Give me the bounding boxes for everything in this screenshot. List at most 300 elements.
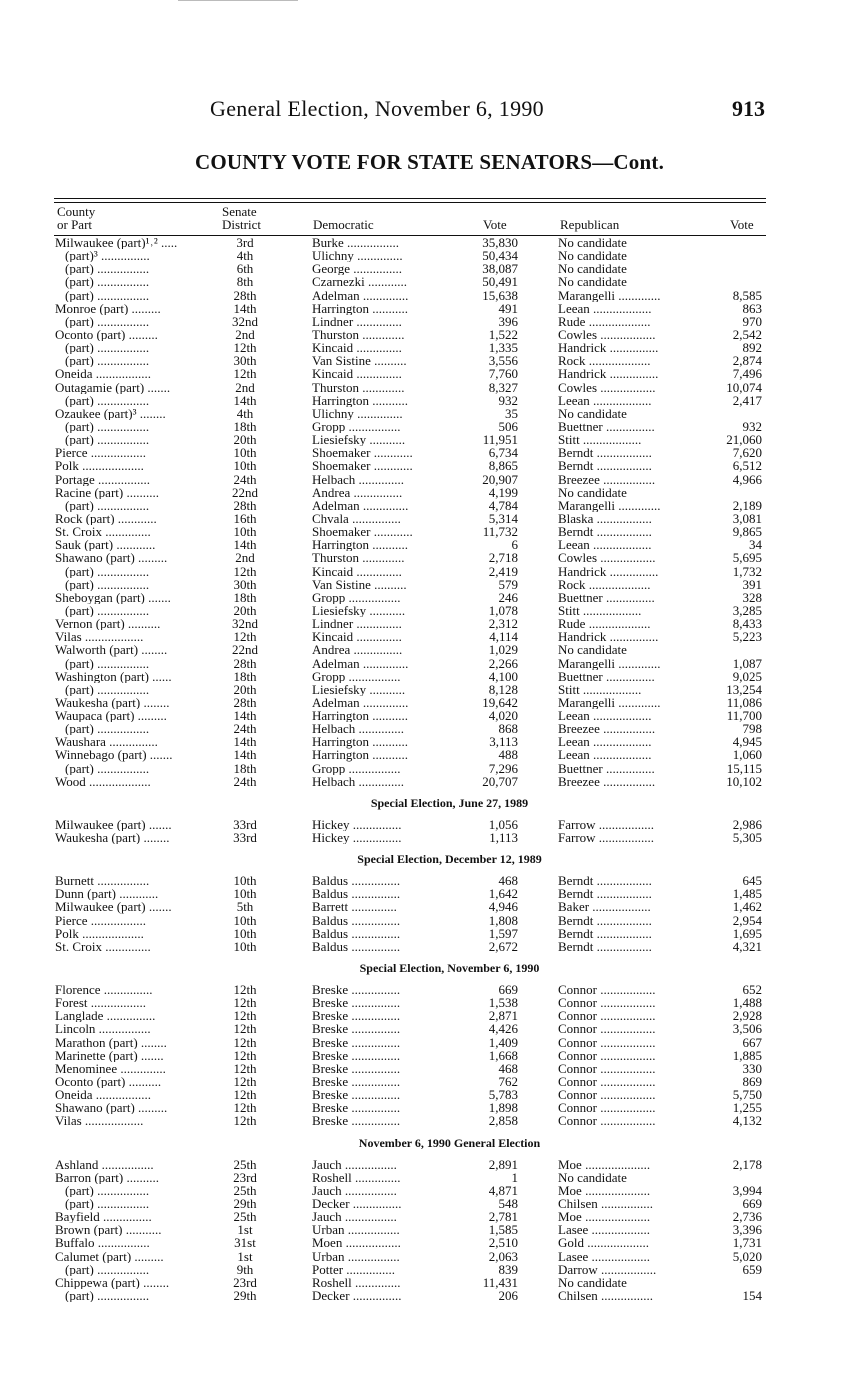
republican-cell: No candidate	[558, 406, 627, 420]
rep-vote-cell: 4,966	[732, 472, 762, 486]
republican-cell: Farrow .................	[558, 817, 655, 832]
republican-cell: Leean ..................	[558, 301, 652, 315]
rep-vote-cell: 2,954	[732, 913, 762, 927]
republican-cell: No candidate	[558, 275, 627, 289]
table-row	[0, 1022, 859, 1035]
dem-vote-cell: 5,314	[488, 511, 518, 526]
republican-cell: Breezee ................	[558, 774, 656, 788]
republican-cell: Rock ...................	[558, 354, 651, 368]
district-cell: 6th	[236, 262, 254, 276]
county-cell: Calumet (part) .........	[55, 1249, 164, 1263]
district-cell: 12th	[233, 1048, 257, 1062]
district-cell: 10th	[233, 926, 257, 940]
district-cell: 12th	[233, 341, 257, 355]
democrat-cell: Harrington ...........	[312, 735, 409, 749]
top-crop-marks	[178, 0, 298, 3]
county-cell: (part) ................	[65, 419, 150, 434]
democrat-cell: Chvala ...............	[312, 511, 401, 526]
county-cell: Walworth (part) ........	[55, 643, 168, 657]
table-row	[0, 1049, 859, 1062]
republican-cell: Handrick ...............	[558, 630, 659, 644]
rep-vote-cell: 645	[742, 874, 762, 888]
dem-vote-cell: 1,668	[488, 1048, 518, 1062]
rep-vote-cell: 11,086	[726, 695, 762, 710]
republican-cell: Berndt .................	[558, 939, 652, 954]
republican-cell: Buettner ...............	[558, 761, 655, 775]
dem-vote-cell: 7,760	[488, 367, 518, 381]
running-head: General Election, November 6, 1990	[210, 96, 544, 121]
democrat-cell: Baldus ...............	[312, 913, 401, 927]
district-cell: 28th	[233, 656, 257, 670]
dem-vote-cell: 11,732	[482, 525, 518, 539]
district-cell: 12th	[233, 1022, 257, 1036]
democrat-cell: Shoemaker ............	[312, 459, 413, 473]
republican-cell: Cowles .................	[558, 327, 656, 342]
republican-cell: Darrow .................	[558, 1262, 657, 1276]
county-cell: Bayfield ...............	[55, 1210, 152, 1224]
dem-vote-cell: 6	[511, 538, 518, 552]
table-row	[0, 394, 859, 407]
republican-cell: Leean ..................	[558, 735, 652, 749]
table-row	[0, 328, 859, 341]
republican-cell: Handrick ...............	[558, 341, 659, 355]
rep-vote-cell: 8,585	[732, 288, 762, 302]
district-cell: 14th	[233, 538, 257, 552]
democrat-cell: Harrington ...........	[312, 709, 409, 723]
table-row	[0, 831, 859, 844]
district-cell: 22nd	[232, 485, 258, 499]
header-senate: Senate	[222, 204, 257, 219]
democrat-cell: Gropp ................	[312, 669, 401, 683]
republican-cell: No candidate	[558, 643, 627, 657]
district-cell: 12th	[233, 1088, 257, 1102]
district-cell: 16th	[233, 511, 257, 526]
rep-vote-cell: 2,736	[732, 1210, 762, 1224]
county-cell: (part) ................	[65, 603, 150, 618]
republican-cell: No candidate	[558, 1170, 627, 1184]
democrat-cell: Helbach ..............	[312, 774, 405, 788]
republican-cell: Berndt .................	[558, 525, 652, 539]
democrat-cell: Breske ...............	[312, 983, 401, 997]
district-cell: 31st	[234, 1236, 256, 1250]
dem-vote-cell: 1,409	[488, 1035, 518, 1049]
table-row	[0, 643, 859, 656]
dem-vote-cell: 1,808	[488, 913, 518, 927]
democrat-cell: Burke ................	[312, 236, 400, 250]
table-row	[0, 1009, 859, 1022]
rep-vote-cell: 3,396	[732, 1223, 762, 1237]
table-row	[0, 289, 859, 302]
dem-vote-cell: 839	[498, 1262, 518, 1276]
rep-vote-cell: 2,928	[732, 1009, 762, 1023]
county-cell: (part) ................	[65, 354, 150, 368]
table-row	[0, 1223, 859, 1236]
rep-vote-cell: 154	[742, 1288, 762, 1303]
democrat-cell: Breske ...............	[312, 1114, 401, 1128]
county-cell: (part) ................	[65, 498, 150, 512]
democrat-cell: Helbach ..............	[312, 722, 405, 736]
table-title: COUNTY VOTE FOR STATE SENATORS—Cont.	[194, 150, 665, 174]
table-row	[0, 940, 859, 953]
county-cell: (part) ................	[65, 577, 150, 591]
republican-cell: No candidate	[558, 485, 627, 499]
table-row	[0, 709, 859, 722]
table-row	[0, 996, 859, 1009]
table-row	[0, 512, 859, 525]
dem-vote-cell: 4,426	[488, 1022, 518, 1036]
table-row	[0, 433, 859, 446]
democrat-cell: Breske ...............	[312, 1048, 401, 1062]
dem-vote-cell: 1,335	[488, 341, 518, 355]
table-row	[0, 775, 859, 788]
section-title: November 6, 1990 General Election	[358, 1135, 541, 1150]
dem-vote-cell: 2,419	[488, 564, 518, 578]
county-cell: Polk ...................	[55, 926, 144, 940]
county-cell: Waupaca (part) .........	[55, 709, 167, 723]
table-row	[0, 1197, 859, 1210]
rep-vote-cell: 2,189	[732, 498, 762, 512]
district-cell: 23rd	[233, 1275, 257, 1289]
district-cell: 24th	[233, 722, 257, 736]
democrat-cell: Baldus ...............	[312, 874, 401, 888]
dem-vote-cell: 6,734	[488, 446, 518, 460]
table-row	[0, 1250, 859, 1263]
democrat-cell: Adelman ..............	[312, 695, 409, 710]
county-cell: (part) ................	[65, 1288, 150, 1303]
democrat-cell: Kincaid ..............	[312, 630, 402, 644]
republican-cell: Leean ..................	[558, 748, 652, 762]
county-cell: Marinette (part) .......	[55, 1048, 164, 1062]
republican-cell: Chilsen ................	[558, 1197, 653, 1211]
republican-cell: Marangelli .............	[558, 656, 661, 670]
democrat-cell: Kincaid ..............	[312, 341, 402, 355]
county-cell: (part) ................	[65, 262, 150, 276]
democrat-cell: Breske ...............	[312, 1035, 401, 1049]
dem-vote-cell: 7,296	[488, 761, 518, 775]
table-row	[0, 617, 859, 630]
table-row	[0, 459, 859, 472]
dem-vote-cell: 548	[498, 1197, 518, 1211]
district-cell: 30th	[233, 354, 257, 368]
table-row	[0, 722, 859, 735]
county-cell: Oneida .................	[55, 367, 152, 381]
county-cell: Waushara ...............	[55, 735, 158, 749]
table-row	[0, 302, 859, 315]
democrat-cell: Urban ................	[312, 1249, 400, 1263]
democrat-cell: Van Sistine ..........	[312, 354, 407, 368]
rep-vote-cell: 3,285	[732, 603, 762, 618]
dem-vote-cell: 1,078	[488, 603, 518, 618]
democrat-cell: Andrea ...............	[312, 485, 403, 499]
rep-vote-cell: 892	[742, 341, 762, 355]
county-cell: (part) ................	[65, 288, 150, 302]
district-cell: 12th	[233, 564, 257, 578]
table-row	[0, 983, 859, 996]
republican-cell: Stitt ..................	[558, 682, 642, 696]
header-district: District	[222, 217, 261, 232]
rep-vote-cell: 4,321	[732, 939, 762, 954]
table-row	[0, 735, 859, 748]
county-cell: Oconto (part) .........	[55, 327, 158, 342]
democrat-cell: Gropp ................	[312, 419, 401, 434]
republican-cell: Buettner ...............	[558, 590, 655, 604]
county-cell: Marathon (part) ........	[55, 1035, 167, 1049]
table-row	[0, 591, 859, 604]
republican-cell: Breezee ................	[558, 472, 656, 486]
table-row	[0, 1263, 859, 1276]
county-cell: Vernon (part) ..........	[55, 617, 161, 631]
district-cell: 28th	[233, 498, 257, 512]
county-cell: Washington (part) ......	[55, 669, 172, 683]
header-democratic: Democratic	[313, 217, 374, 232]
democrat-cell: Ulichny ..............	[312, 249, 403, 263]
republican-cell: No candidate	[558, 1275, 627, 1289]
rep-vote-cell: 1,695	[732, 926, 762, 940]
democrat-cell: Barrett ..............	[312, 900, 397, 914]
district-cell: 5th	[236, 900, 254, 914]
rep-vote-cell: 391	[742, 577, 762, 591]
county-cell: Ashland ................	[55, 1157, 154, 1171]
dem-vote-cell: 669	[498, 983, 518, 997]
district-cell: 12th	[233, 983, 257, 997]
republican-cell: Berndt .................	[558, 887, 652, 901]
county-cell: (part) ................	[65, 433, 150, 447]
rep-vote-cell: 13,254	[726, 682, 762, 696]
district-cell: 14th	[233, 709, 257, 723]
republican-cell: Handrick ...............	[558, 564, 659, 578]
dem-vote-cell: 4,946	[488, 900, 518, 914]
table-row	[0, 762, 859, 775]
republican-cell: Gold ...................	[558, 1236, 649, 1250]
district-cell: 14th	[233, 735, 257, 749]
district-cell: 25th	[233, 1210, 257, 1224]
rep-vote-cell: 3,081	[732, 511, 762, 526]
rep-vote-cell: 5,305	[732, 831, 762, 845]
rep-vote-cell: 798	[742, 722, 762, 736]
dem-vote-cell: 4,020	[488, 709, 518, 723]
district-cell: 29th	[233, 1288, 257, 1303]
table-row	[0, 683, 859, 696]
table-row	[0, 381, 859, 394]
democrat-cell: Harrington ...........	[312, 393, 409, 407]
republican-cell: Lasee ..................	[558, 1223, 651, 1237]
rep-vote-cell: 21,060	[726, 433, 762, 447]
republican-cell: Connor .................	[558, 1061, 656, 1076]
county-cell: Milwaukee (part)¹˒² .....	[55, 236, 178, 250]
table-row	[0, 900, 859, 913]
county-cell: Milwaukee (part) .......	[55, 900, 172, 914]
dem-vote-cell: 762	[498, 1075, 518, 1089]
dem-vote-cell: 468	[498, 1061, 518, 1076]
republican-cell: Connor .................	[558, 1048, 656, 1062]
table-row	[0, 578, 859, 591]
district-cell: 10th	[233, 446, 257, 460]
dem-vote-cell: 1,029	[488, 643, 518, 657]
rep-vote-cell: 7,620	[732, 446, 762, 460]
dem-vote-cell: 579	[498, 577, 518, 591]
county-cell: (part) ................	[65, 1183, 150, 1198]
county-cell: Waukesha (part) ........	[55, 831, 170, 845]
county-cell: (part) ................	[65, 314, 150, 328]
rep-vote-cell: 669	[742, 1197, 762, 1211]
dem-vote-cell: 1,898	[488, 1101, 518, 1115]
rep-vote-cell: 2,986	[732, 817, 762, 832]
district-cell: 32nd	[232, 314, 258, 328]
republican-cell: Leean ..................	[558, 393, 652, 407]
democrat-cell: Thurston .............	[312, 551, 405, 565]
district-cell: 32nd	[232, 617, 258, 631]
republican-cell: Connor .................	[558, 1075, 656, 1089]
dem-vote-cell: 2,312	[488, 617, 518, 631]
rep-vote-cell: 2,874	[732, 354, 762, 368]
district-cell: 4th	[236, 249, 254, 263]
democrat-cell: Liesiefsky ...........	[312, 603, 406, 618]
democrat-cell: Baldus ...............	[312, 926, 401, 940]
democrat-cell: Ulichny ..............	[312, 406, 403, 420]
democrat-cell: Gropp ................	[312, 590, 401, 604]
democrat-cell: Andrea ...............	[312, 643, 403, 657]
table-row	[0, 1101, 859, 1114]
dem-vote-cell: 8,865	[488, 459, 518, 473]
republican-cell: Connor .................	[558, 1114, 656, 1128]
table-row	[0, 499, 859, 512]
dem-vote-cell: 50,491	[482, 275, 518, 289]
rep-vote-cell: 5,223	[732, 630, 762, 644]
dem-vote-cell: 20,907	[482, 472, 518, 486]
rep-vote-cell: 10,102	[726, 774, 762, 788]
democrat-cell: Breske ...............	[312, 1022, 401, 1036]
column-header	[0, 205, 859, 235]
republican-cell: Stitt ..................	[558, 603, 642, 618]
county-cell: Waukesha (part) ........	[55, 695, 170, 710]
democrat-cell: Kincaid ..............	[312, 367, 402, 381]
district-cell: 12th	[233, 630, 257, 644]
democrat-cell: Urban ................	[312, 1223, 400, 1237]
rep-vote-cell: 1,731	[732, 1236, 762, 1250]
county-cell: Rock (part) ............	[55, 511, 157, 526]
county-cell: Sheboygan (part) .......	[55, 590, 171, 604]
dem-vote-cell: 2,871	[488, 1009, 518, 1023]
district-cell: 1st	[237, 1223, 253, 1237]
republican-cell: Buettner ...............	[558, 669, 655, 683]
county-cell: Burnett ................	[55, 874, 150, 888]
republican-cell: Connor .................	[558, 1009, 656, 1023]
table-row	[0, 874, 859, 887]
table-row	[0, 236, 859, 249]
header-dem-vote: Vote	[483, 217, 507, 232]
county-cell: (part)³ ...............	[65, 249, 150, 263]
county-cell: Vilas ..................	[55, 630, 144, 644]
dem-vote-cell: 19,642	[482, 695, 518, 710]
dem-vote-cell: 1,538	[488, 996, 518, 1010]
district-cell: 12th	[233, 1114, 257, 1128]
dem-vote-cell: 4,100	[488, 669, 518, 683]
county-cell: Shawano (part) .........	[55, 551, 168, 565]
democrat-cell: Baldus ...............	[312, 939, 401, 954]
republican-cell: Berndt .................	[558, 913, 652, 927]
rep-vote-cell: 1,485	[732, 887, 762, 901]
rep-vote-cell: 330	[742, 1061, 762, 1076]
county-cell: Brown (part) ...........	[55, 1223, 162, 1237]
district-cell: 3rd	[236, 236, 254, 250]
dem-vote-cell: 396	[498, 314, 518, 328]
table-row	[0, 275, 859, 288]
district-cell: 12th	[233, 996, 257, 1010]
democrat-cell: Breske ...............	[312, 996, 401, 1010]
county-cell: Shawano (part) .........	[55, 1101, 168, 1115]
republican-cell: Berndt .................	[558, 446, 652, 460]
republican-cell: Moe ....................	[558, 1183, 651, 1198]
rep-vote-cell: 4,945	[732, 735, 762, 749]
democrat-cell: Hickey ...............	[312, 817, 402, 832]
table-row	[0, 565, 859, 578]
table-row	[0, 249, 859, 262]
district-cell: 22nd	[232, 643, 258, 657]
county-cell: (part) ................	[65, 1197, 150, 1211]
democrat-cell: Jauch ................	[312, 1183, 397, 1198]
republican-cell: Buettner ...............	[558, 419, 655, 434]
county-cell: Menominee ..............	[55, 1061, 166, 1076]
dem-vote-cell: 15,638	[482, 288, 518, 302]
table-row	[0, 341, 859, 354]
rep-vote-cell: 1,087	[732, 656, 762, 670]
county-cell: Milwaukee (part) .......	[55, 817, 172, 832]
rep-vote-cell: 1,060	[732, 748, 762, 762]
rep-vote-cell: 659	[742, 1262, 762, 1276]
democrat-cell: Roshell ..............	[312, 1170, 401, 1184]
rep-vote-cell: 3,994	[732, 1183, 762, 1198]
dem-vote-cell: 4,199	[488, 485, 518, 499]
district-cell: 12th	[233, 1061, 257, 1076]
democrat-cell: Harrington ...........	[312, 301, 409, 315]
county-cell: Outagamie (part) .......	[55, 380, 171, 394]
table-row	[0, 407, 859, 420]
rep-vote-cell: 34	[749, 538, 762, 552]
democrat-cell: Gropp ................	[312, 761, 401, 775]
republican-cell: Blaska .................	[558, 511, 652, 526]
rep-vote-cell: 667	[742, 1035, 762, 1049]
county-cell: Oconto (part) ..........	[55, 1075, 162, 1089]
rep-vote-cell: 2,178	[732, 1157, 762, 1171]
district-cell: 10th	[233, 939, 257, 954]
dem-vote-cell: 468	[498, 874, 518, 888]
democrat-cell: Liesiefsky ...........	[312, 682, 406, 696]
democrat-cell: Van Sistine ..........	[312, 577, 407, 591]
district-cell: 10th	[233, 525, 257, 539]
rep-vote-cell: 1,732	[732, 564, 762, 578]
table-row	[0, 1184, 859, 1197]
table-row	[0, 914, 859, 927]
district-cell: 1st	[237, 1249, 253, 1263]
dem-vote-cell: 50,434	[482, 249, 518, 263]
table-row	[0, 1062, 859, 1075]
democrat-cell: Adelman ..............	[312, 288, 409, 302]
page-number: 913	[732, 96, 765, 121]
republican-cell: Connor .................	[558, 1088, 656, 1102]
democrat-cell: Helbach ..............	[312, 472, 405, 486]
democrat-cell: Hickey ...............	[312, 831, 402, 845]
county-cell: Wood ...................	[55, 774, 151, 788]
county-cell: Winnebago (part) .......	[55, 748, 173, 762]
rep-vote-cell: 1,462	[732, 900, 762, 914]
republican-cell: Berndt .................	[558, 874, 652, 888]
republican-cell: Rock ...................	[558, 577, 651, 591]
dem-vote-cell: 246	[498, 590, 518, 604]
county-cell: Vilas ..................	[55, 1114, 144, 1128]
table-row	[0, 262, 859, 275]
republican-cell: Connor .................	[558, 1035, 656, 1049]
democrat-cell: Breske ...............	[312, 1061, 401, 1076]
